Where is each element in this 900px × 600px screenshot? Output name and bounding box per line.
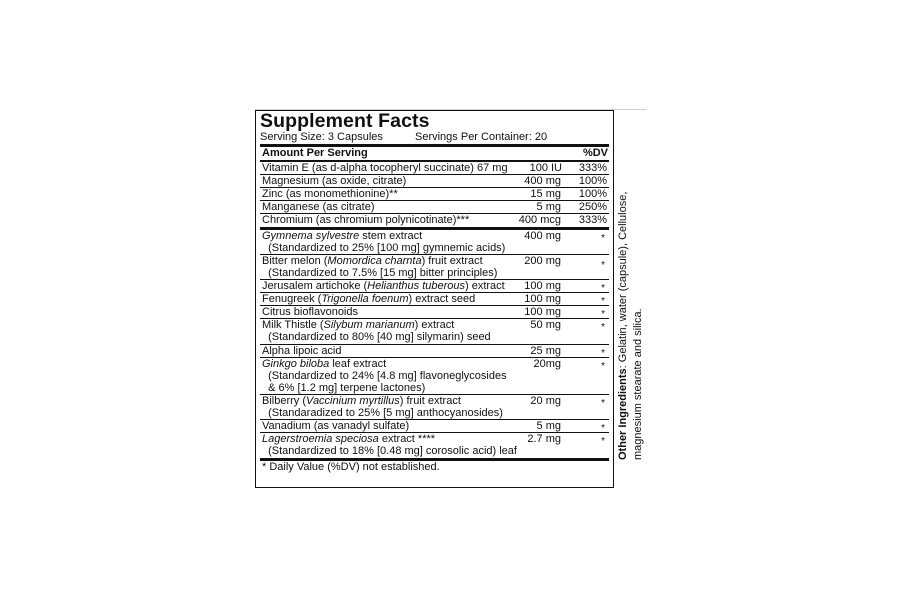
ingredient-row <box>260 306 609 319</box>
nutrient-dv: 333% <box>578 214 607 226</box>
amount-header-row <box>260 147 609 160</box>
dv-not-established-mark: * <box>601 322 605 333</box>
amount-per-serving-header: Amount Per Serving <box>262 147 368 159</box>
ingredient-row <box>260 280 609 293</box>
nutrient-amount: 400 mg <box>524 175 561 187</box>
ingredient-name: Bitter melon (Momordica charnta) fruit extract (Standardized to 7.5% [15 mg] bitter principles) <box>262 255 498 279</box>
ingredient-name: Gymnema sylvestre stem extract (Standardized to 25% [100 mg] gymnemic acids) <box>262 230 506 254</box>
ingredient-amount: 20 mg <box>530 395 561 407</box>
other-ingredients-label: Other Ingredients <box>617 368 629 460</box>
ingredient-name: Vanadium (as vanadyl sulfate) <box>262 420 410 432</box>
nutrient-amount: 15 mg <box>530 188 561 200</box>
dv-not-established-mark: * <box>601 260 605 271</box>
nutrient-dv: 100% <box>578 175 607 187</box>
nutrient-amount: 400 mcg <box>518 214 561 226</box>
dv-not-established-mark: * <box>601 348 605 359</box>
ingredient-amount: 5 mg <box>536 420 561 432</box>
nutrient-name: Manganese (as citrate) <box>262 201 375 213</box>
nutrient-name: Magnesium (as oxide, citrate) <box>262 175 407 187</box>
panel-title: Supplement Facts <box>260 110 430 132</box>
ingredient-row <box>260 358 609 395</box>
ingredient-name: Lagerstroemia speciosa extract **** (Standardized to 18% [0.48 mg] corosolic acid) leaf <box>262 433 517 457</box>
nutrient-row <box>260 188 609 201</box>
ingredient-row <box>260 433 609 458</box>
ingredient-amount: 25 mg <box>530 345 561 357</box>
serving-size: Serving Size: 3 Capsules <box>260 131 383 143</box>
ingredient-row <box>260 345 609 358</box>
dv-not-established-mark: * <box>601 296 605 307</box>
ingredient-amount: 100 mg <box>524 293 561 305</box>
ingredient-row <box>260 395 609 420</box>
nutrient-name: Vitamin E (as d-alpha tocopheryl succinate) 67 mg <box>262 162 508 174</box>
serving-info <box>260 131 609 144</box>
supplement-facts-panel <box>255 110 614 488</box>
ingredient-amount: 50 mg <box>530 319 561 331</box>
ingredient-name: Citrus bioflavonoids <box>262 306 358 318</box>
footnote: * Daily Value (%DV) not established. <box>262 461 440 473</box>
other-ingredients <box>616 166 646 460</box>
dv-not-established-mark: * <box>601 423 605 434</box>
ingredient-name: Bilberry (Vaccinium myrtillus) fruit extract (Standaradized to 25% [5 mg] anthocyanosides) <box>262 395 503 419</box>
ingredient-name: Alpha lipoic acid <box>262 345 342 357</box>
ingredient-amount: 20mg <box>533 358 561 370</box>
dv-not-established-mark: * <box>601 361 605 372</box>
dv-header: %DV <box>582 147 608 159</box>
dv-not-established-mark: * <box>601 436 605 447</box>
ingredient-row <box>260 230 609 255</box>
dv-not-established-mark: * <box>601 233 605 244</box>
nutrient-name: Zinc (as monomethionine)** <box>262 188 398 200</box>
ingredient-row <box>260 293 609 306</box>
nutrient-row <box>260 214 609 227</box>
dv-not-established-mark: * <box>601 309 605 320</box>
other-ingredients-list: : Gelatin, water (capsule), Cellulose, <box>617 191 629 369</box>
nutrient-dv: 333% <box>578 162 607 174</box>
nutrient-dv: 250% <box>578 201 607 213</box>
nutrient-dv: 100% <box>578 188 607 200</box>
ingredient-amount: 100 mg <box>524 306 561 318</box>
dv-not-established-mark: * <box>601 283 605 294</box>
nutrient-amount: 5 mg <box>536 201 561 213</box>
other-ingredients-text <box>616 166 646 460</box>
nutrient-row <box>260 162 609 175</box>
nutrient-row <box>260 201 609 214</box>
ingredient-amount: 100 mg <box>524 280 561 292</box>
dv-not-established-mark: * <box>601 398 605 409</box>
ingredient-name: Milk Thistle (Silybum marianum) extract (Standardized to 80% [40 mg] silymarin) seed <box>262 319 491 343</box>
other-ingredients-list-cont: magnesium stearate and silica. <box>632 308 644 460</box>
ingredient-name: Fenugreek (Trigonella foenum) extract seed <box>262 293 476 305</box>
ingredient-row <box>260 319 609 345</box>
ingredient-amount: 400 mg <box>524 230 561 242</box>
nutrient-row <box>260 175 609 188</box>
servings-per-container: Servings Per Container: 20 <box>415 131 548 143</box>
ingredient-amount: 200 mg <box>524 255 561 267</box>
nutrient-amount: 100 IU <box>529 162 562 174</box>
ingredient-amount: 2.7 mg <box>527 433 561 445</box>
ingredient-row <box>260 255 609 280</box>
ingredient-name: Jerusalem artichoke (Helianthus tuberous) extract <box>262 280 505 292</box>
nutrient-name: Chromium (as chromium polynicotinate)*** <box>262 214 470 226</box>
ingredient-name: Ginkgo biloba leaf extract (Standardized to 24% [4.8 mg] flavoneglycosides & 6% [1.2 mg] terpene lactones) <box>262 358 507 394</box>
ingredient-row <box>260 420 609 433</box>
